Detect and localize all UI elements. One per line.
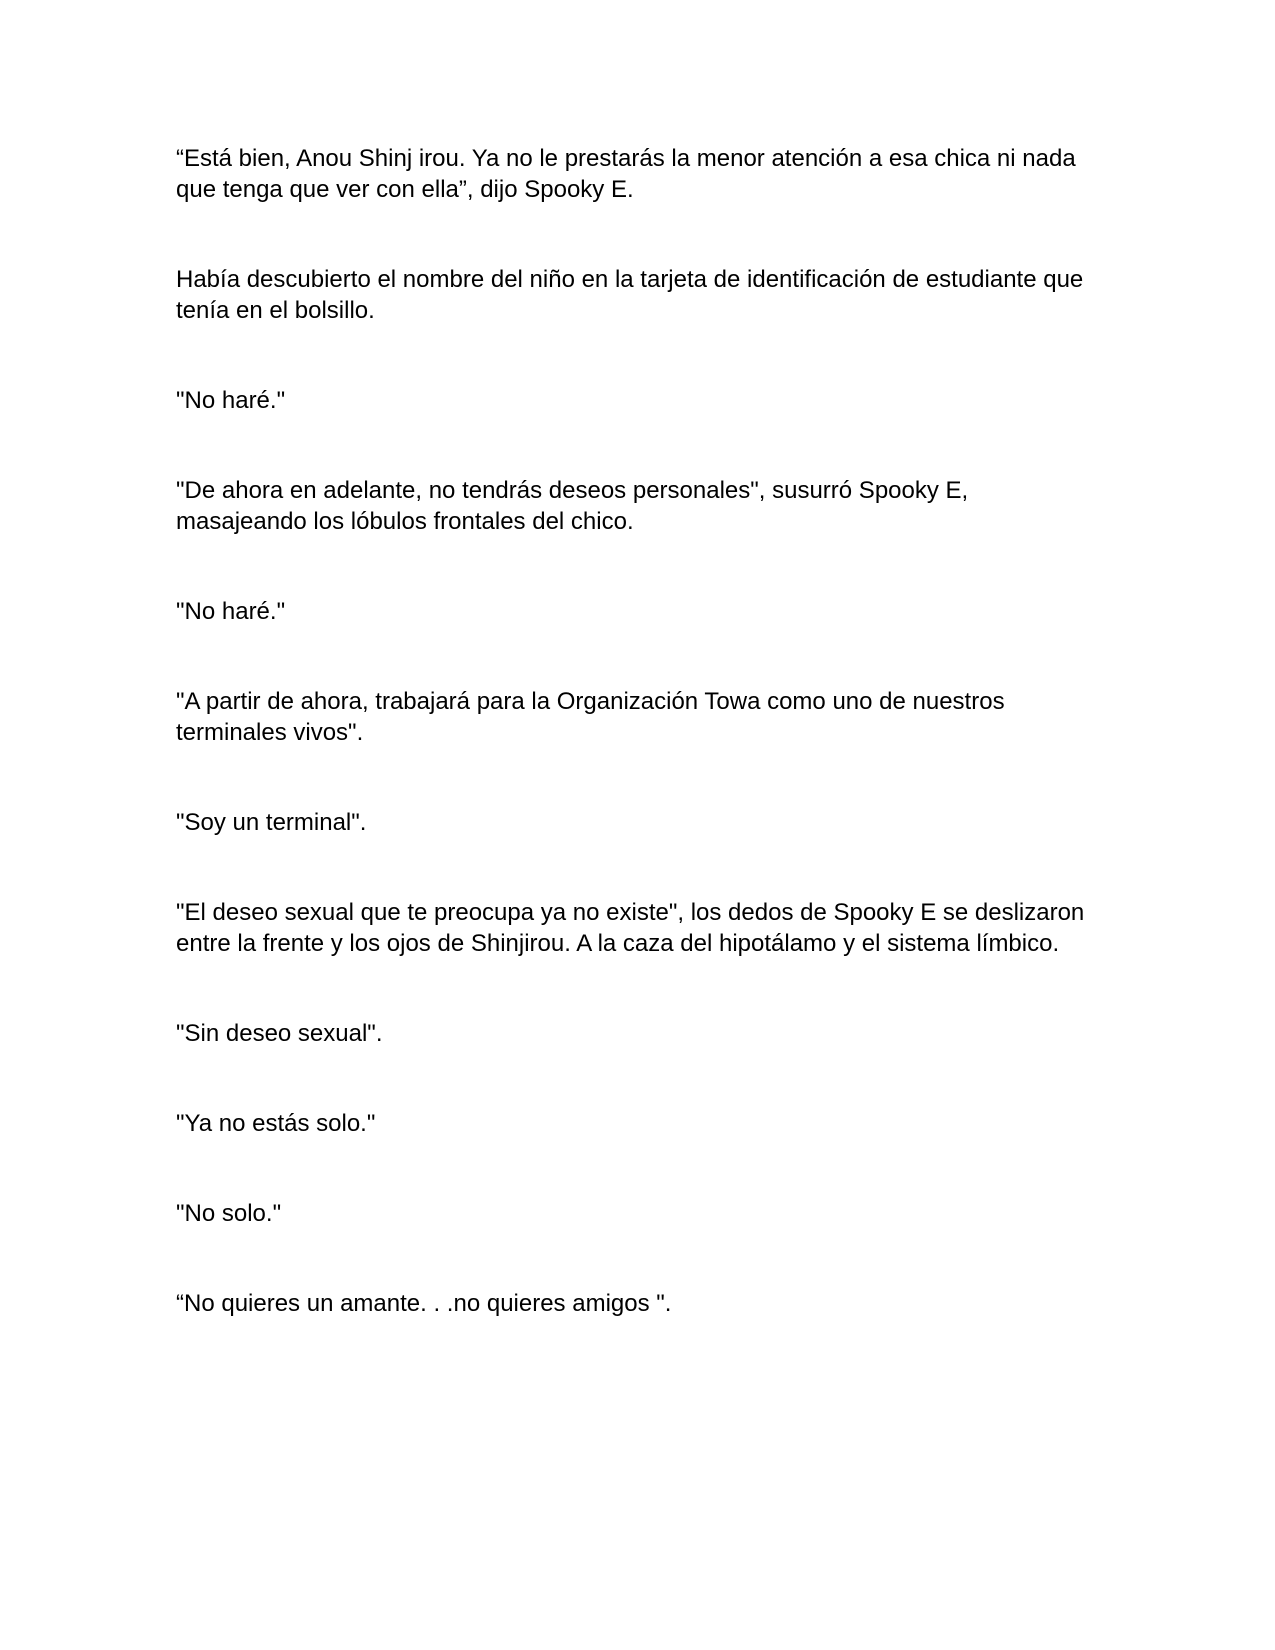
paragraph: Había descubierto el nombre del niño en la tarjeta de identificación de estudiante que tenía en el bolsillo. — [176, 266, 1084, 324]
paragraph: "Ya no estás solo." — [176, 1110, 376, 1137]
paragraph: "No solo." — [176, 1200, 282, 1227]
paragraph: "No haré." — [176, 598, 286, 625]
document-body — [176, 143, 1096, 1378]
paragraph: “No quieres un amante. . .no quieres amigos ". — [176, 1290, 672, 1317]
paragraph: "No haré." — [176, 387, 286, 414]
paragraph: "A partir de ahora, trabajará para la Organización Towa como uno de nuestros terminales vivos". — [176, 688, 1005, 746]
paragraph: "De ahora en adelante, no tendrás deseos personales", susurró Spooky E, masajeando los lóbulos frontales del chico. — [176, 477, 969, 535]
paragraph: "Sin deseo sexual". — [176, 1020, 383, 1047]
paragraph: "Soy un terminal". — [176, 809, 367, 836]
paragraph: "El deseo sexual que te preocupa ya no existe", los dedos de Spooky E se deslizaron entre la frente y los ojos de Shinjirou. A la caza del hipotálamo y el sistema límbico. — [176, 899, 1085, 957]
paragraph: “Está bien, Anou Shinj irou. Ya no le prestarás la menor atención a esa chica ni nada que tenga que ver con ella”, dijo Spooky E. — [176, 145, 1076, 203]
